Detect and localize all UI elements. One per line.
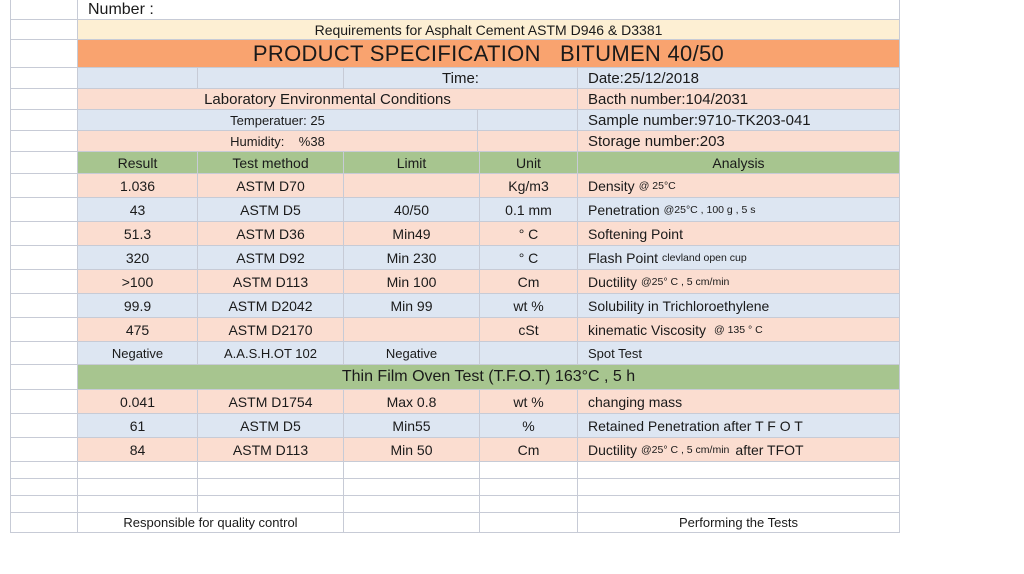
empty-cell xyxy=(344,462,480,479)
empty-cell xyxy=(578,462,900,479)
limit-cell: Min55 xyxy=(344,414,480,438)
result-cell: 99.9 xyxy=(78,294,198,318)
empty-row xyxy=(10,496,900,513)
table-row xyxy=(10,198,900,222)
column-header: Analysis xyxy=(578,152,900,174)
method-cell: ASTM D5 xyxy=(198,414,344,438)
margin-cell xyxy=(10,462,78,479)
analysis-text: Flash Point xyxy=(588,249,659,266)
analysis-note: @25° C , 5 cm/min xyxy=(641,443,730,456)
empty-cell xyxy=(344,513,480,533)
result-cell: 475 xyxy=(78,318,198,342)
empty-cell xyxy=(478,131,578,152)
quality-control-label: Responsible for quality control xyxy=(78,513,344,533)
number-label: Number : xyxy=(78,0,900,20)
analysis-cell xyxy=(578,246,900,270)
empty-cell xyxy=(78,68,198,89)
margin-cell xyxy=(10,89,78,110)
analysis-note: clevland open cup xyxy=(662,251,747,264)
date-value: Date:25/12/2018 xyxy=(578,68,900,89)
tfot-row xyxy=(10,414,900,438)
result-cell: 43 xyxy=(78,198,198,222)
column-header: Unit xyxy=(480,152,578,174)
empty-cell xyxy=(344,496,480,513)
limit-cell: Negative xyxy=(344,342,480,365)
time-row xyxy=(10,68,900,89)
empty-cell xyxy=(78,462,198,479)
margin-cell xyxy=(10,513,78,533)
batch-number: Bacth number:104/2031 xyxy=(578,89,900,110)
empty-cell xyxy=(198,479,344,496)
column-header: Limit xyxy=(344,152,480,174)
lab-conditions: Laboratory Environmental Conditions xyxy=(78,89,578,110)
unit-cell xyxy=(480,342,578,365)
table-row xyxy=(10,318,900,342)
requirements-row xyxy=(10,20,900,40)
analysis-text: Density xyxy=(588,177,635,194)
margin-cell xyxy=(10,68,78,89)
method-cell: ASTM D36 xyxy=(198,222,344,246)
analysis-cell xyxy=(578,390,900,414)
table-row xyxy=(10,270,900,294)
limit-cell xyxy=(344,174,480,198)
analysis-text: Spot Test xyxy=(588,345,642,361)
analysis-text: Retained Penetration after T F O T xyxy=(588,417,803,434)
table-row xyxy=(10,294,900,318)
unit-cell: Cm xyxy=(480,438,578,462)
empty-cell xyxy=(198,496,344,513)
margin-cell xyxy=(10,246,78,270)
analysis-text: Softening Point xyxy=(588,225,683,242)
unit-cell: Cm xyxy=(480,270,578,294)
tfot-row xyxy=(10,438,900,462)
unit-cell: % xyxy=(480,414,578,438)
unit-cell: wt % xyxy=(480,294,578,318)
margin-cell xyxy=(10,152,78,174)
limit-cell: 40/50 xyxy=(344,198,480,222)
method-cell: ASTM D2170 xyxy=(198,318,344,342)
humidity: Humidity: %38 xyxy=(78,131,478,152)
analysis-cell xyxy=(578,270,900,294)
page-title: PRODUCT SPECIFICATION BITUMEN 40/50 xyxy=(78,40,900,68)
table-row xyxy=(10,342,900,365)
analysis-text: kinematic Viscosity xyxy=(588,321,707,338)
limit-cell: Max 0.8 xyxy=(344,390,480,414)
result-cell: >100 xyxy=(78,270,198,294)
margin-cell xyxy=(10,342,78,365)
unit-cell: cSt xyxy=(480,318,578,342)
storage-number: Storage number:203 xyxy=(578,131,900,152)
table-row xyxy=(10,222,900,246)
unit-cell: ° C xyxy=(480,246,578,270)
margin-cell xyxy=(10,40,78,68)
unit-cell: wt % xyxy=(480,390,578,414)
margin-cell xyxy=(10,365,78,390)
result-cell: 51.3 xyxy=(78,222,198,246)
margin-cell xyxy=(10,222,78,246)
analysis-note: @ 25°C xyxy=(638,179,676,192)
result-cell: 1.036 xyxy=(78,174,198,198)
margin-cell xyxy=(10,131,78,152)
tfot-title-row xyxy=(10,365,900,390)
analysis-text: changing mass xyxy=(588,393,683,410)
lab-row xyxy=(10,89,900,110)
empty-cell xyxy=(480,513,578,533)
empty-cell xyxy=(480,496,578,513)
empty-cell xyxy=(78,479,198,496)
analysis-note: @25°C , 100 g , 5 s xyxy=(663,203,756,216)
analysis-text: Ductility xyxy=(588,273,638,290)
analysis-cell xyxy=(578,294,900,318)
limit-cell: Min 100 xyxy=(344,270,480,294)
result-cell: Negative xyxy=(78,342,198,365)
method-cell: ASTM D5 xyxy=(198,198,344,222)
limit-cell: Min 50 xyxy=(344,438,480,462)
analysis-text: Penetration xyxy=(588,201,660,218)
analysis-cell xyxy=(578,318,900,342)
result-cell: 320 xyxy=(78,246,198,270)
method-cell: ASTM D113 xyxy=(198,438,344,462)
analysis-text: Ductility xyxy=(588,441,638,458)
limit-cell xyxy=(344,318,480,342)
margin-cell xyxy=(10,496,78,513)
analysis-cell xyxy=(578,414,900,438)
table-row xyxy=(10,174,900,198)
analysis-cell xyxy=(578,198,900,222)
result-cell: 0.041 xyxy=(78,390,198,414)
margin-cell xyxy=(10,479,78,496)
margin-cell xyxy=(10,198,78,222)
sample-number: Sample number:9710-TK203-041 xyxy=(578,110,900,131)
method-cell: A.A.S.H.OT 102 xyxy=(198,342,344,365)
method-cell: ASTM D2042 xyxy=(198,294,344,318)
footer-row xyxy=(10,513,900,533)
analysis-cell xyxy=(578,222,900,246)
empty-cell xyxy=(78,496,198,513)
margin-cell xyxy=(10,270,78,294)
margin-cell xyxy=(10,414,78,438)
limit-cell: Min49 xyxy=(344,222,480,246)
number-row xyxy=(10,0,900,20)
margin-cell xyxy=(10,438,78,462)
performing-tests-label: Performing the Tests xyxy=(578,513,900,533)
table-row xyxy=(10,246,900,270)
empty-row xyxy=(10,479,900,496)
unit-cell: Kg/m3 xyxy=(480,174,578,198)
method-cell: ASTM D113 xyxy=(198,270,344,294)
margin-cell xyxy=(10,390,78,414)
analysis-note: @ 135 ° C xyxy=(714,323,763,336)
empty-cell xyxy=(480,479,578,496)
empty-cell xyxy=(578,496,900,513)
tfot-title: Thin Film Oven Test (T.F.O.T) 163°C , 5 h xyxy=(78,365,900,390)
analysis-note: @25° C , 5 cm/min xyxy=(641,275,730,288)
title-row xyxy=(10,40,900,68)
margin-cell xyxy=(10,294,78,318)
tfot-row xyxy=(10,390,900,414)
temperature: Temperatuer: 25 xyxy=(78,110,478,131)
margin-cell xyxy=(10,174,78,198)
analysis-cell xyxy=(578,438,900,462)
result-cell: 61 xyxy=(78,414,198,438)
column-header-row xyxy=(10,152,900,174)
humidity-row xyxy=(10,131,900,152)
empty-cell xyxy=(198,68,344,89)
requirements-text: Requirements for Asphalt Cement ASTM D946 & D3381 xyxy=(78,20,900,40)
column-header: Result xyxy=(78,152,198,174)
empty-cell xyxy=(578,479,900,496)
temperature-row xyxy=(10,110,900,131)
empty-cell xyxy=(344,479,480,496)
method-cell: ASTM D1754 xyxy=(198,390,344,414)
unit-cell: ° C xyxy=(480,222,578,246)
empty-cell xyxy=(198,462,344,479)
limit-cell: Min 230 xyxy=(344,246,480,270)
margin-cell xyxy=(10,110,78,131)
empty-cell xyxy=(478,110,578,131)
time-label: Time: xyxy=(344,68,578,89)
margin-cell xyxy=(10,0,78,20)
margin-cell xyxy=(10,20,78,40)
method-cell: ASTM D70 xyxy=(198,174,344,198)
unit-cell: 0.1 mm xyxy=(480,198,578,222)
analysis-cell xyxy=(578,342,900,365)
analysis-suffix: after TFOT xyxy=(735,441,804,458)
empty-row xyxy=(10,462,900,479)
method-cell: ASTM D92 xyxy=(198,246,344,270)
analysis-text: Solubility in Trichloroethylene xyxy=(588,297,770,314)
result-cell: 84 xyxy=(78,438,198,462)
limit-cell: Min 99 xyxy=(344,294,480,318)
column-header: Test method xyxy=(198,152,344,174)
margin-cell xyxy=(10,318,78,342)
analysis-cell xyxy=(578,174,900,198)
empty-cell xyxy=(480,462,578,479)
